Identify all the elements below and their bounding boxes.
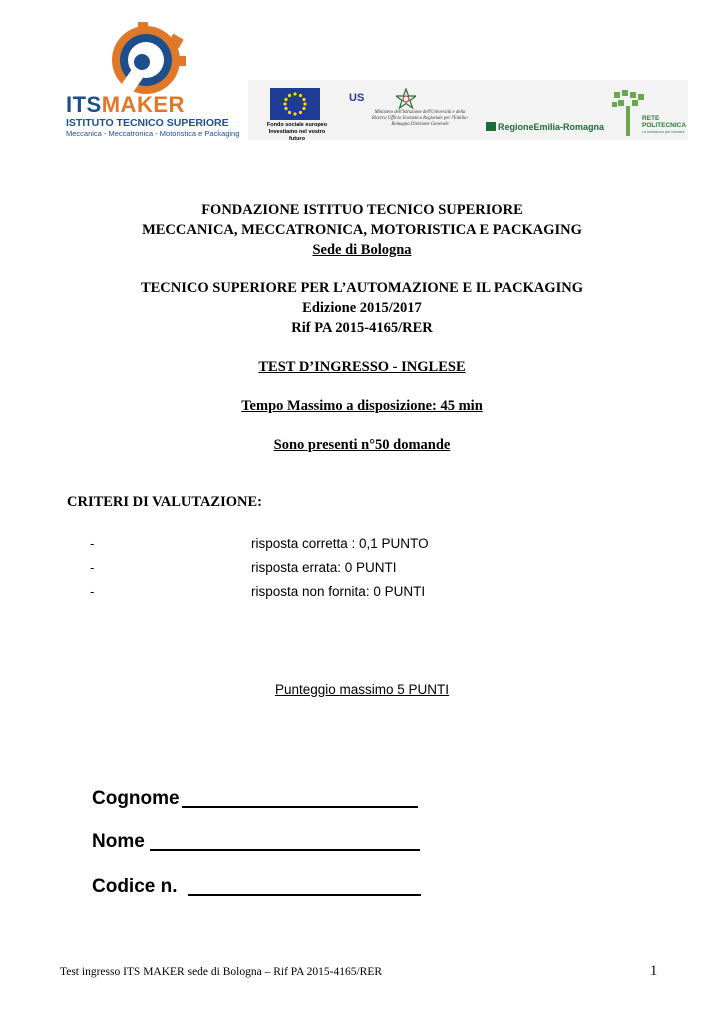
ministry-caption: Ministero dell'Istruzione dell'Università e della Ricerca Ufficio Scolastico Regionale per l'Emilia-Romagna Direzione Generale (371, 110, 469, 127)
eu-flag-icon (270, 88, 320, 120)
rete-politecnica-tagline: La formazione per crescere (642, 130, 685, 134)
location-text: Sede di Bologna (312, 242, 412, 258)
criteria-item: risposta non fornita: 0 PUNTI (251, 584, 426, 599)
its-word: ITS (66, 92, 102, 117)
regione-emilia-romagna-logo (486, 122, 604, 132)
rete-word: RETE (642, 115, 660, 122)
list-bullet: - (90, 536, 95, 551)
list-bullet: - (90, 560, 95, 575)
us-mark: US (349, 92, 365, 104)
course-title: TECNICO SUPERIORE PER L’AUTOMAZIONE E IL PACKAGING (140, 280, 584, 296)
page-number: 1 (650, 963, 658, 979)
test-title-text: TEST D’INGRESSO - INGLESE (258, 359, 466, 375)
its-maker-tagline: Meccanica - Meccatronica - Motoristica e Packaging (66, 129, 240, 138)
criteria-heading: CRITERI DI VALUTAZIONE: (67, 494, 262, 510)
question-count (0, 437, 724, 454)
foundation-title: FONDAZIONE ISTITUO TECNICO SUPERIORE (201, 202, 523, 218)
question-count-text: Sono presenti n°50 domande (273, 437, 451, 453)
eu-fund-caption: Fondo sociale europeo Investiamo nel vostro futuro (266, 122, 328, 142)
list-bullet: - (90, 584, 95, 599)
maker-word: MAKER (101, 92, 185, 117)
foundation-subtitle: MECCANICA, MECCATRONICA, MOTORISTICA E PACKAGING (142, 222, 582, 238)
its-maker-subtitle: ISTITUTO TECNICO SUPERIORE (66, 117, 229, 129)
time-limit-text: Tempo Massimo a disposizione: 45 min (241, 398, 483, 414)
max-score: Punteggio massimo 5 PUNTI (274, 682, 450, 697)
code-field[interactable] (188, 894, 421, 896)
location-line (0, 242, 724, 259)
rif-pa-line: Rif PA 2015-4165/RER (291, 320, 433, 336)
rete-politecnica-label (642, 115, 686, 129)
page-footer: Test ingresso ITS MAKER sede di Bologna – Rif PA 2015-4165/RER (60, 966, 383, 978)
test-title (0, 359, 724, 376)
regione-square-icon (486, 122, 496, 131)
criteria-item: risposta errata: 0 PUNTI (251, 560, 397, 575)
surname-label: Cognome (92, 788, 180, 809)
its-maker-wordmark (66, 92, 185, 118)
time-limit (0, 398, 724, 415)
edition-line: Edizione 2015/2017 (302, 300, 422, 316)
code-label: Codice n. (92, 876, 178, 897)
politecnica-word: POLITECNICA (642, 122, 687, 129)
name-label: Nome (92, 831, 145, 852)
rete-politecnica-tree-icon (610, 88, 646, 141)
regione-label: RegioneEmilia-Romagna (498, 122, 605, 132)
criteria-item: risposta corretta : 0,1 PUNTO (251, 536, 429, 551)
name-field[interactable] (150, 849, 420, 851)
surname-field[interactable] (182, 806, 418, 808)
